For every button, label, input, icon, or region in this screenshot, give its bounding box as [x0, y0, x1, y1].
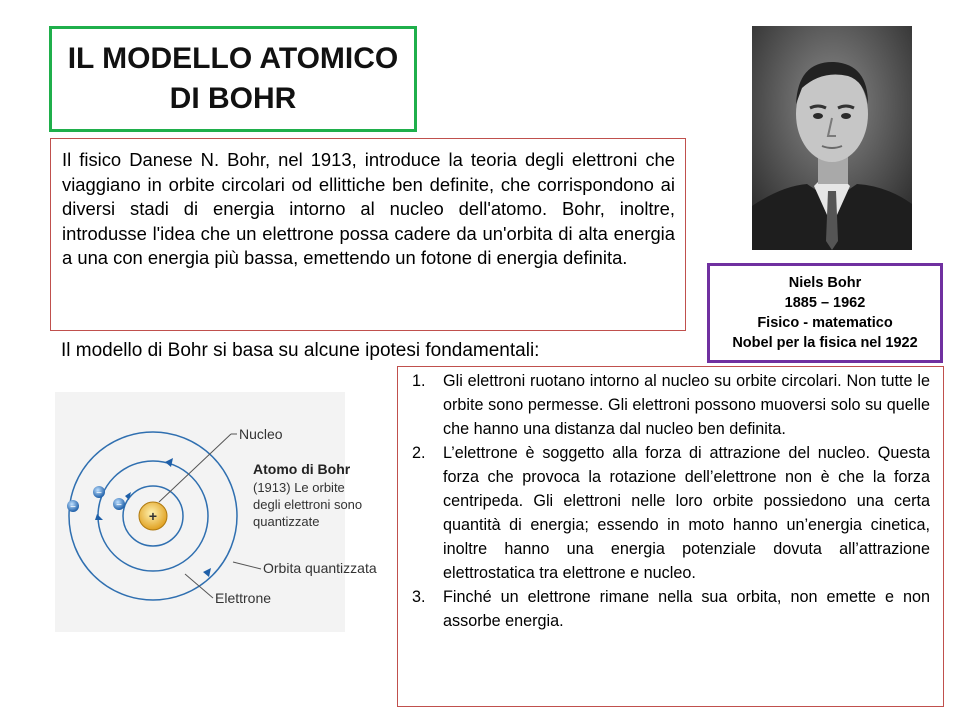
portrait-caption — [707, 263, 943, 363]
atom-diagram-svg — [55, 392, 405, 632]
caption-prize: Nobel per la fisica nel 1922 — [732, 335, 918, 351]
hypotheses-intro: Il modello di Bohr si basa su alcune ipotesi fondamentali: — [61, 340, 540, 361]
nucleus-symbol: + — [148, 508, 158, 524]
title-line-1: IL MODELLO ATOMICO — [67, 42, 399, 75]
diagram-desc-2: degli elettroni sono — [253, 497, 363, 512]
hypothesis-item — [412, 369, 943, 441]
hypothesis-text: Finché un elettrone rimane nella sua orbita, non emette e non assorbe energia. — [443, 588, 930, 630]
caption-role: Fisico - matematico — [757, 315, 893, 331]
svg-text:−: − — [116, 500, 122, 511]
hypothesis-number: 2. — [412, 444, 426, 462]
intro-box — [50, 138, 686, 331]
hypothesis-item — [412, 585, 943, 633]
bohr-portrait — [752, 26, 912, 250]
intro-paragraph: Il fisico Danese N. Bohr, nel 1913, introduce la teoria degli elettroni che viaggiano in orbite circolari od ellittiche ben definite, che corrispondono ai diversi stadi di energia intorno al nucleo dell'atomo. Bohr, inoltre, introdusse l'idea che un elettrone possa cadere da un'orbita di alta energia a una con energia più bassa, emettendo un fotone di energia definita. — [62, 149, 675, 268]
electron-label: Elettrone — [215, 590, 272, 606]
title-box — [49, 26, 417, 132]
svg-text:−: − — [96, 488, 102, 499]
title-line-2: DI BOHR — [169, 82, 297, 115]
hypothesis-number: 3. — [412, 588, 426, 606]
hypothesis-item — [412, 441, 943, 585]
hypothesis-text: Gli elettroni ruotano intorno al nucleo su orbite circolari. Non tutte le orbite sono permesse. Gli elettroni possono muoversi solo su quelle che hanno una distanza dal nucleo ben definita. — [443, 372, 930, 438]
hypothesis-text: L’elettrone è soggetto alla forza di attrazione del nucleo. Questa forza che provoca la rotazione dell’elettrone non è che la forza centripeda. Gli elettroni nelle loro orbite possiedono una certa quantità di energia; essendo in moto hanno un’energia cinetica, inoltre hanno una energia potenziale dovuta all’attrazione elettrostatica tra elettrone e nucleo. — [443, 444, 930, 582]
hypotheses-box — [397, 366, 944, 707]
hypotheses-list — [412, 369, 943, 633]
orbit-label: Orbita quantizzata — [263, 560, 377, 576]
diagram-desc-3: quantizzate — [253, 514, 320, 529]
nucleus-label: Nucleo — [239, 426, 283, 442]
diagram-title: Atomo di Bohr — [253, 461, 351, 477]
caption-years: 1885 – 1962 — [784, 295, 866, 311]
diagram-desc-1: (1913) Le orbite — [253, 480, 345, 495]
caption-name: Niels Bohr — [788, 275, 862, 291]
hypothesis-number: 1. — [412, 372, 426, 390]
portrait-image — [752, 26, 912, 250]
svg-text:−: − — [70, 502, 76, 513]
bohr-atom-diagram — [55, 392, 405, 632]
